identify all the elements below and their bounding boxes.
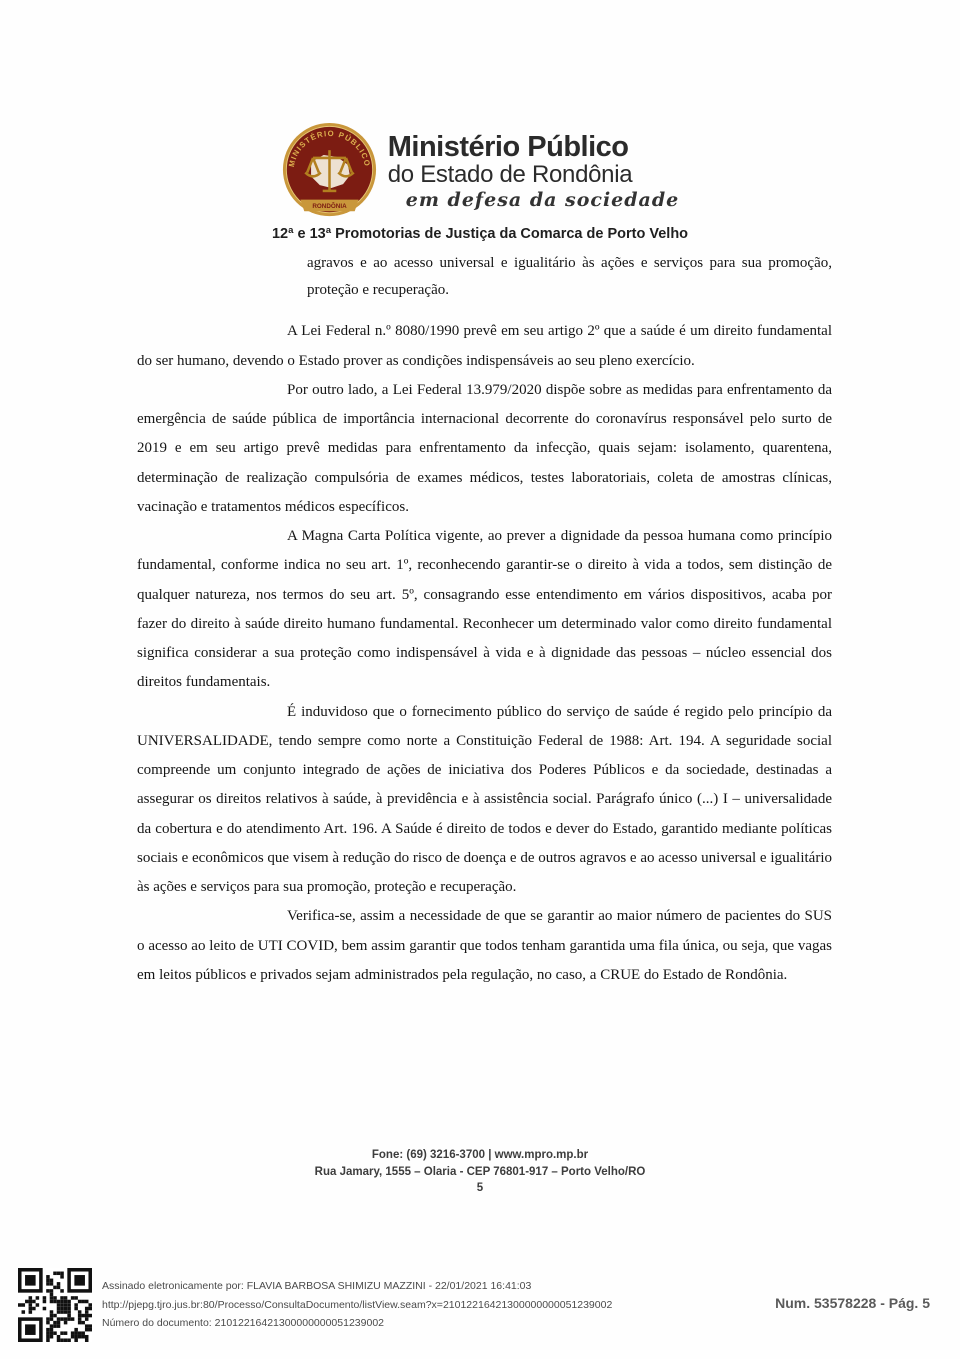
footer-phone-site: Fone: (69) 3216-3700 | www.mpro.mp.br	[371, 1149, 589, 1161]
page-footer	[0, 1147, 960, 1197]
org-name-block	[387, 130, 680, 212]
footer-page-number: 5	[476, 1182, 484, 1195]
seal-curved-text: MINISTÉRIO PÚBLICO	[286, 128, 372, 168]
org-name-line1: Ministério Público	[387, 130, 629, 163]
footer-address: Rua Jamary, 1555 – Olaria - CEP 76801-917 – Porto Velho/RO	[314, 1165, 646, 1178]
signature-text-block	[102, 1277, 612, 1334]
qr-code	[18, 1266, 92, 1344]
paragraph: É induvidoso que o fornecimento público do serviço de saúde é regido pelo princípio da UNIVERSALIDADE, tendo sempre como norte a Constituição Federal de 1988: Art. 194. A seguridade social compreende um conjunto integrado de ações de iniciativa dos Poderes Públicos e da sociedade, destinadas a assegurar os direitos relativos à saúde, à previdência e à assistência social. Parágrafo único (...) I – universalidade da cobertura e do atendimento Art. 196. A Saúde é direito de todos e dever do Estado, garantido mediante políticas sociais e econômicos que visem à redução do risco de doença e de outros agravos e ao acesso universal e igualitário às ações e serviços para sua promoção, proteção e recuperação.	[137, 703, 832, 896]
pje-document-label: Num. 53578228 - Pág. 5	[775, 1295, 930, 1311]
letterhead	[0, 122, 960, 222]
paragraph: Por outro lado, a Lei Federal 13.979/2020 dispõe sobre as medidas para enfrentamento da emergência de saúde pública de importância internacional decorrente do coronavírus responsável pelo surto de 2019 e em seu artigo prevê medidas para enfrentamento da infecção, quais sejam: isolamento, quarentena, determinação de realização compulsória de exames médicos, testes laboratoriais, coleta de amostras clínicas, vacinação e tratamentos médicos específicos.	[137, 381, 832, 515]
document-number-line: Número do documento: 21012216421300000000051239002	[102, 1317, 384, 1330]
verification-url: http://pjepg.tjro.jus.br:80/Processo/ConsultaDocumento/listView.seam?x=21012216421300000000051239002	[102, 1298, 613, 1311]
promotorias-subheader: 12ª e 13ª Promotorias de Justiça da Comarca de Porto Velho	[271, 226, 689, 242]
paragraph: A Magna Carta Política vigente, ao prever a dignidade da pessoa humana como princípio fundamental, conforme indica no seu art. 1º, reconhecendo garantir-se o direito à vida a todos, sem distinção de qualquer natureza, nos termos do seu art. 5º, consagrando esse entendimento em vários dispositivos, acaba por fazer do direito à saúde direito humano fundamental. Reconhecer um determinado valor como direito fundamental significa considerar a sua proteção como indispensável à vida e à dignidade das pessoas – núcleo essencial dos direitos fundamentais.	[137, 528, 832, 691]
mpro-seal-logo	[281, 122, 378, 222]
org-name-line2: do Estado de Rondônia	[387, 160, 633, 188]
signature-strip	[18, 1266, 612, 1344]
org-motto: em defesa da sociedade	[405, 189, 680, 212]
paragraph: Verifica-se, assim a necessidade de que se garantir ao maior número de pacientes do SUS o acesso ao leito de UTI COVID, bem assim garantir que todos tenham garantida uma fila única, ou seja, que vagas em leitos públicos e privados sejam administrados pela regulação, no caso, a CRUE do Estado de Rondônia.	[137, 908, 832, 983]
document-body	[137, 250, 832, 990]
signed-by-line: Assinado eletronicamente por: FLAVIA BARBOSA SHIMIZU MAZZINI - 22/01/2021 16:41:03	[102, 1279, 532, 1292]
quote-continuation: agravos e ao acesso universal e igualitário às ações e serviços para sua promoção, proteção e recuperação.	[307, 255, 832, 298]
paragraph: A Lei Federal n.º 8080/1990 prevê em seu artigo 2º que a saúde é um direito fundamental do ser humano, devendo o Estado prover as condições indispensáveis ao seu pleno exercício.	[137, 323, 832, 369]
seal-banner-text: RONDÔNIA	[312, 202, 347, 210]
